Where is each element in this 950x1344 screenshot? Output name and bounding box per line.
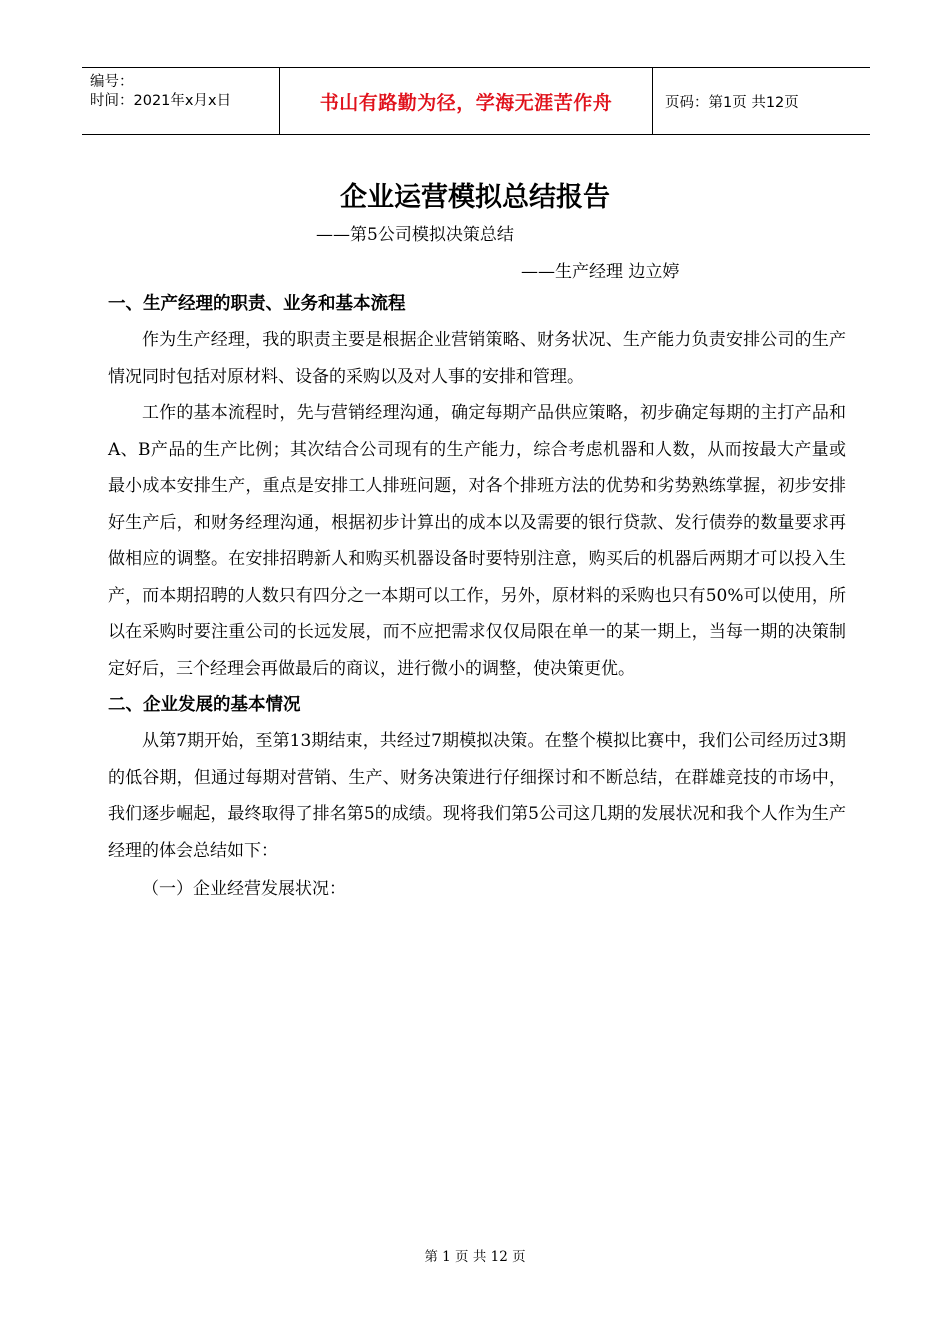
document-date: 时间：2021年x月x日 xyxy=(90,93,232,109)
header-meta-cell xyxy=(82,68,280,134)
page-footer: 第 1 页 共 12 页 xyxy=(424,1249,526,1265)
document-number-label: 编号： xyxy=(90,74,134,90)
section-heading-2: 二、企业发展的基本情况 xyxy=(108,695,301,715)
document-subtitle: ——第5公司模拟决策总结 xyxy=(316,225,514,245)
paragraph-workflow: 工作的基本流程时，先与营销经理沟通，确定每期产品供应策略，初步确定每期的主打产品和A、B产品的生产比例；其次结合公司现有的生产能力，综合考虑机器和人数，从而按最大产量或最小成本安排生产，重点是安排工人排班问题，对各个排班方法的优势和劣势熟练掌握，初步安排好生产后，和财务经理沟通，根据初步计算出的成本以及需要的银行贷款、发行债券的数量要求再做相应的调整。在安排招聘新人和购买机器设备时要特别注意，购买后的机器后两期才可以投入生产，而本期招聘的人数只有四分之一本期可以工作，另外，原材料的采购也只有50%可以使用，所以在采购时要注重公司的长远发展，而不应把需求仅仅局限在单一的某一期上，当每一期的决策制定好后，三个经理会再做最后的商议，进行微小的调整，使决策更优。 xyxy=(108,403,846,679)
subsection-heading-1: （一）企业经营发展状况： xyxy=(142,879,346,899)
paragraph-development: 从第7期开始，至第13期结束，共经过7期模拟决策。在整个模拟比赛中，我们公司经历过3期的低谷期，但通过每期对营销、生产、财务决策进行仔细探讨和不断总结，在群雄竞技的市场中，我们逐步崛起，最终取得了排名第5的成绩。现将我们第5公司这几期的发展状况和我个人作为生产经理的体会总结如下： xyxy=(108,731,846,861)
paragraph-responsibilities: 作为生产经理，我的职责主要是根据企业营销策略、财务状况、生产能力负责安排公司的生产情况同时包括对原材料、设备的采购以及对人事的安排和管理。 xyxy=(108,330,846,387)
header-page-code: 页码：第1页 共12页 xyxy=(665,94,799,111)
header-motto: 书山有路勤为径，学海无涯苦作舟 xyxy=(319,91,613,114)
header-table xyxy=(82,67,870,135)
document-title: 企业运营模拟总结报告 xyxy=(340,182,610,213)
header-motto-cell xyxy=(280,68,653,134)
document-author: ——生产经理 边立婷 xyxy=(521,262,680,282)
header-page-cell xyxy=(653,68,870,134)
document-body xyxy=(108,286,846,907)
section-heading-1: 一、生产经理的职责、业务和基本流程 xyxy=(108,294,406,314)
